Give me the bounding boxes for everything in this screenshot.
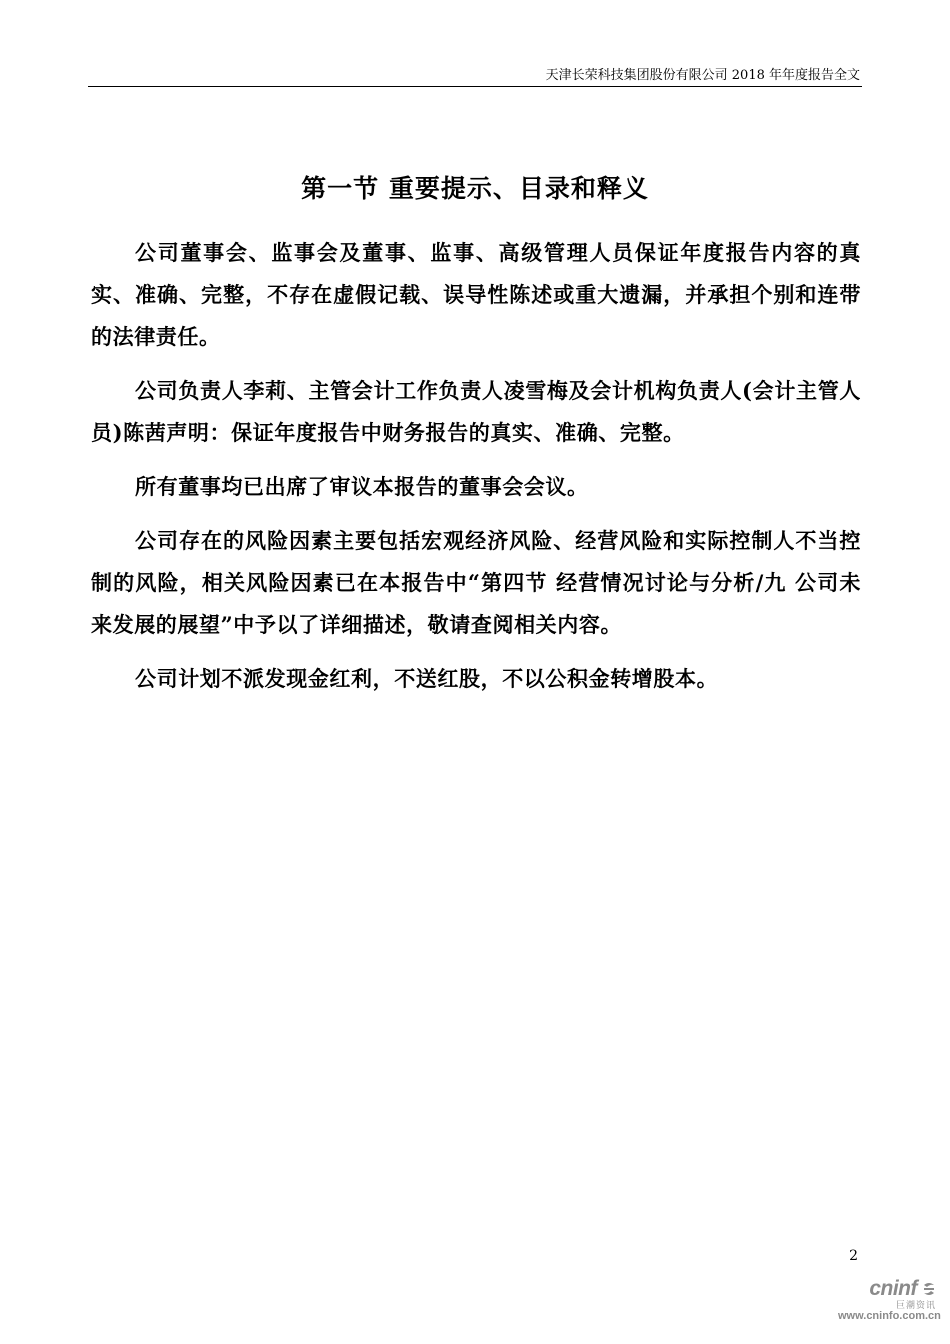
paragraph-board-attendance: 所有董事均已出席了审议本报告的董事会会议。	[135, 474, 589, 499]
cninfo-watermark	[838, 1277, 941, 1338]
page-number: 2	[849, 1248, 858, 1264]
section-title: 第一节 重要提示、目录和释义	[301, 173, 649, 203]
swirl-icon	[920, 1280, 938, 1298]
paragraph-financial-statement: 公司负责人李莉、主管会计工作负责人凌雪梅及会计机构负责人(会计主管人员)陈茜声明：保证年度报告中财务报告的真实、准确、完整。	[91, 378, 861, 445]
paragraph-risk-factors: 公司存在的风险因素主要包括宏观经济风险、经营风险和实际控制人不当控制的风险，相关风险因素已在本报告中“第四节 经营情况讨论与分析/九 公司未来发展的展望”中予以了详细描述，敬请查阅相关内容。	[91, 528, 861, 637]
cninfo-url: www.cninfo.com.cn	[838, 1310, 941, 1322]
cninfo-logo	[838, 1278, 938, 1300]
important-notice-body	[91, 232, 861, 712]
paragraph-board-guarantee: 公司董事会、监事会及董事、监事、高级管理人员保证年度报告内容的真实、准确、完整，不存在虚假记载、误导性陈述或重大遗漏，并承担个别和连带的法律责任。	[91, 240, 861, 349]
paragraph-dividend-plan: 公司计划不派发现金红利，不送红股，不以公积金转增股本。	[135, 666, 719, 691]
header-divider	[88, 86, 862, 87]
cninfo-brand-text: cninf	[869, 1277, 917, 1300]
cninfo-chinese-name: 巨潮资讯	[895, 1300, 936, 1310]
running-header: 天津长荣科技集团股份有限公司 2018 年年度报告全文	[545, 68, 860, 83]
